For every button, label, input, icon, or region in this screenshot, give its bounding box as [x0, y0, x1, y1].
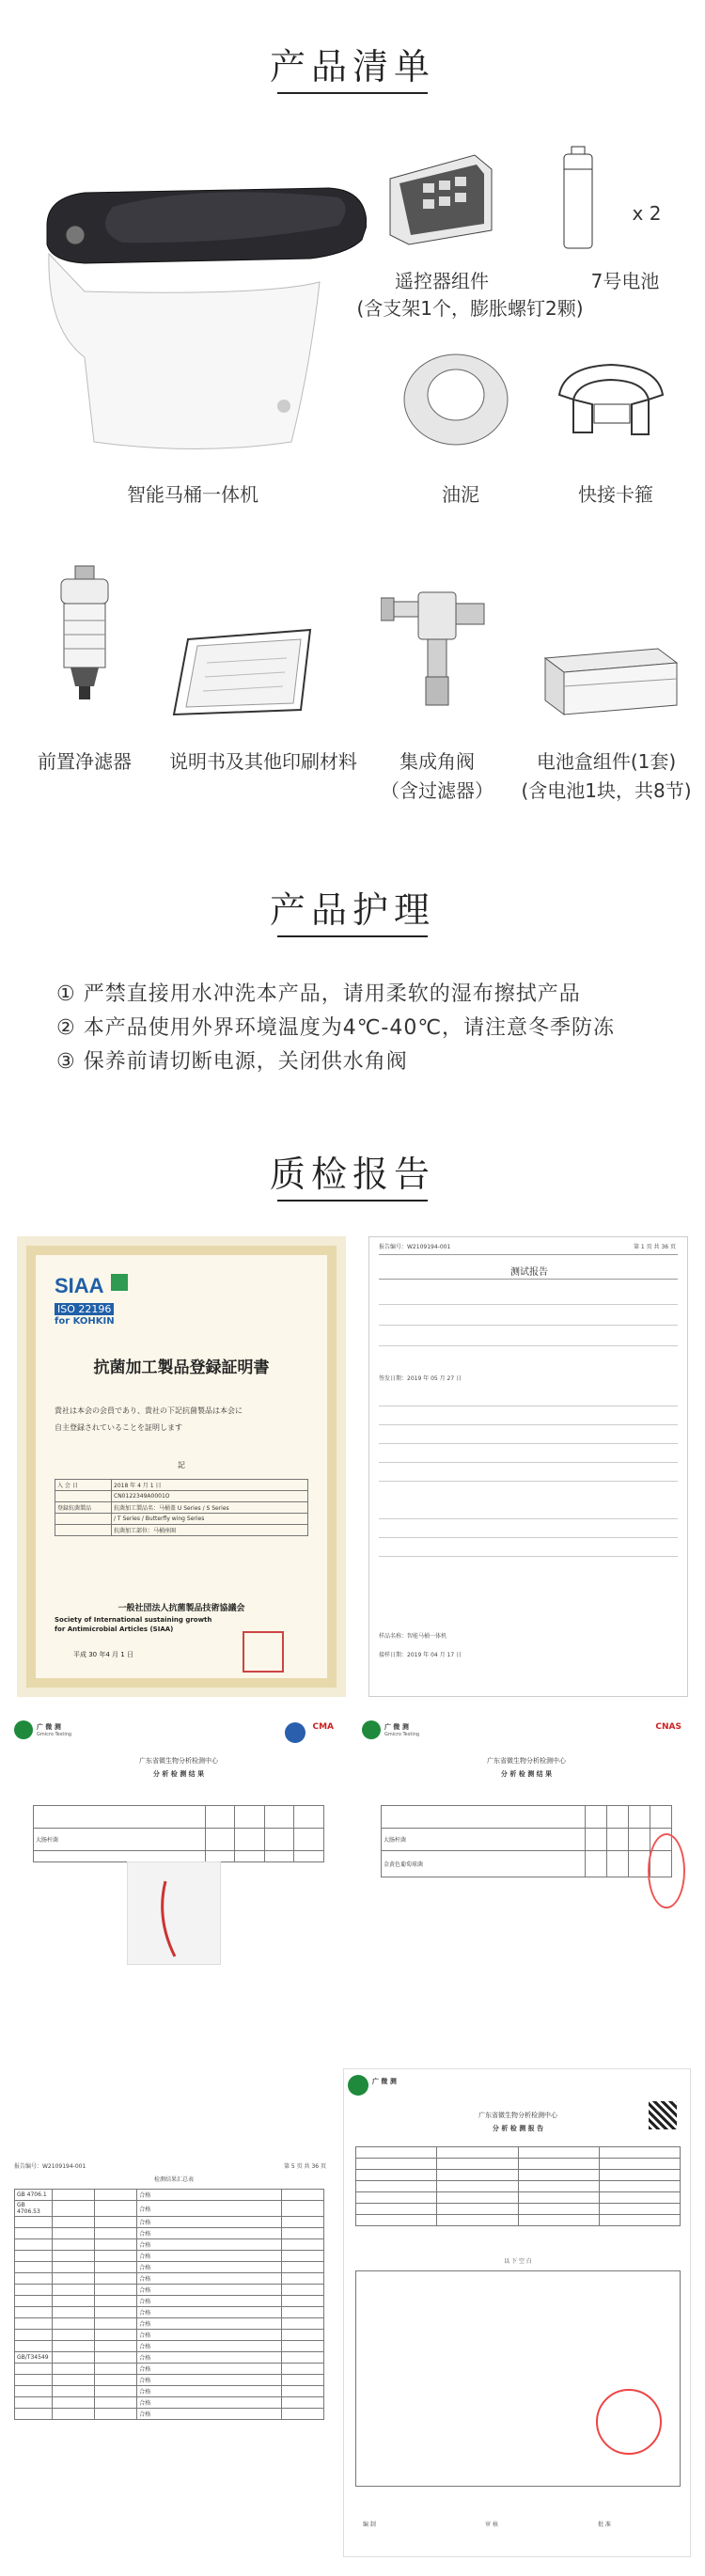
clip-image [545, 348, 677, 451]
gmt-logo-text: 广 微 测 [384, 1723, 409, 1731]
analysis-report-title: 分 析 检 测 报 告 [492, 2125, 544, 2132]
gmt-center-name: 广东省微生物分析检测中心 [487, 1757, 566, 1765]
issuer-name: 一般社団法人抗菌製品技術協議会 [118, 1604, 245, 1613]
gmt-result-table: 大肠杆菌 金黄色葡萄球菌 [381, 1805, 672, 1877]
test-report-cover [368, 1236, 688, 1697]
angle-valve-image [381, 573, 494, 715]
battery-box-image [536, 630, 686, 724]
analysis-center-name: 广东省微生物分析检测中心 [478, 2112, 557, 2119]
certificate-body-2: 自主登録されていることを証明します [55, 1423, 182, 1432]
report-number: 报告编号：W2109194-001 [379, 1244, 451, 1250]
care-section-title: 产品护理 [269, 889, 435, 931]
siaa-certificate [17, 1236, 346, 1697]
care-title-underline [277, 935, 428, 937]
remote-caption: 遥控器组件 [395, 270, 489, 292]
cnas-mark [285, 1722, 306, 1743]
seal-stamp [243, 1631, 284, 1673]
battery-image [555, 141, 602, 254]
certificate-body-1: 貴社は本会の会員であり、貴社の下記抗菌製品は本会に [55, 1406, 243, 1415]
report-info-rows [379, 1388, 678, 1623]
gmt-result-title: 分 析 检 测 结 果 [152, 1770, 205, 1778]
summary-heading: 检测结果汇总表 [153, 2176, 194, 2183]
qr-code [649, 2101, 677, 2129]
cma-mark: CMA [312, 1722, 334, 1732]
gmt-logo-icon [362, 1720, 381, 1739]
gmt-logo-icon [348, 2075, 368, 2096]
report-title: 测试报告 [510, 1267, 548, 1278]
analysis-info-table [355, 2146, 681, 2226]
care-item-3: ③ 保养前请切断电源，关闭供水角阀 [56, 1050, 408, 1074]
issuer-english-2: for Antimicrobial Articles (SIAA) [55, 1626, 174, 1633]
gmt-logo-subtext: Gmicro Testing [384, 1732, 420, 1737]
battery-box-caption-detail: (含电池1块，共8节) [521, 779, 692, 802]
certificate-record-label: 記 [178, 1461, 185, 1469]
report-page: 第 5 页 共 36 页 [284, 2163, 326, 2170]
certificate-title: 抗菌加工製品登録証明書 [93, 1359, 270, 1377]
certificate-date: 平成 30 年4 月 1 日 [73, 1651, 133, 1658]
manual-image [169, 620, 320, 724]
red-seal [648, 1833, 685, 1908]
certificate-table: 入 会 日 2018 年 4 月 1 日 CN0122349A0001O 登録抗菌製品 抗菌加工製品名：马桶盖 U Series / S Series / T Series / Butterfly wing Series 抗菌加工部位：马桶座圈 [55, 1479, 308, 1536]
receipt-date: 接样日期：2019 年 04 月 17 日 [379, 1652, 462, 1658]
remote-image [371, 141, 503, 254]
report-title-underline [277, 1200, 428, 1202]
cnas-label: CNAS [655, 1722, 682, 1732]
issuer-english-1: Society of International sustaining growth [55, 1616, 212, 1624]
clip-caption: 快接卡箍 [578, 483, 653, 506]
gmt-logo-subtext: Gmicro Testing [37, 1732, 72, 1737]
sample-name: 样品名称：智能马桶一体机 [379, 1633, 447, 1640]
summary-table: GB 4706.1 合格 GB 4706.53 合格 合格 合格 合格 合格 合格 合格 合格 合格 合格 合格 合格 合格 GB/T34549 合格 合格 合格 合格 合格 合格 [14, 2189, 324, 2420]
report-section-title: 质检报告 [269, 1154, 435, 1195]
gmt-analysis-report [343, 2068, 691, 2557]
putty-ring-image [395, 338, 517, 451]
approver-label: 批 准 [598, 2521, 611, 2528]
putty-caption: 油泥 [442, 483, 479, 506]
signature-block [379, 1284, 678, 1369]
verifier-label: 审 核 [485, 2521, 498, 2528]
gmt-center-name: 广东省微生物分析检测中心 [139, 1757, 218, 1765]
gmt-logo-icon [14, 1720, 33, 1739]
contents-title-underline [277, 92, 428, 94]
blank-below-note: 以 下 空 白 [504, 2258, 532, 2265]
report-summary-page [14, 2162, 334, 2557]
care-item-1: ① 严禁直接用水冲洗本产品，请用柔软的湿布擦拭产品 [56, 982, 581, 1006]
issue-date: 签发日期：2019 年 05 月 27 日 [379, 1375, 462, 1382]
official-seal [596, 2389, 662, 2455]
care-item-2: ② 本产品使用外界环境温度为4℃-40℃，请注意冬季防冻 [56, 1016, 616, 1040]
gmt-logo-text: 广 微 测 [372, 2078, 397, 2085]
filter-image [47, 564, 122, 705]
toilet-caption: 智能马桶一体机 [127, 483, 258, 506]
battery-box-caption: 电池盒组件(1套) [536, 750, 677, 773]
contents-section-title: 产品清单 [269, 46, 435, 87]
toilet-image [28, 141, 367, 461]
gmt-result-table: 大肠杆菌 [33, 1805, 324, 1862]
gmt-logo-text: 广 微 测 [37, 1723, 61, 1731]
battery-quantity: x 2 [632, 202, 662, 225]
gmt-result-left [14, 1720, 343, 2003]
filter-caption: 前置净滤器 [38, 750, 132, 773]
remote-caption-detail: (含支架1个，膨胀螺钉2颗) [356, 297, 584, 320]
valve-caption-detail: （含过滤器） [381, 779, 494, 802]
report-number: 报告编号：W2109194-001 [14, 2163, 86, 2170]
valve-caption: 集成角阀 [400, 750, 475, 773]
siaa-logo: SIAA ISO 22196 for KOHKIN [55, 1274, 130, 1340]
battery-caption: 7号电池 [590, 270, 660, 292]
gmt-result-right [362, 1720, 691, 2003]
sample-photo [127, 1861, 221, 1965]
editor-label: 编 制 [363, 2521, 376, 2528]
gmt-result-title: 分 析 检 测 结 果 [500, 1770, 553, 1778]
manual-caption: 说明书及其他印刷材料 [169, 750, 357, 773]
report-page: 第 1 页 共 36 页 [634, 1244, 676, 1250]
